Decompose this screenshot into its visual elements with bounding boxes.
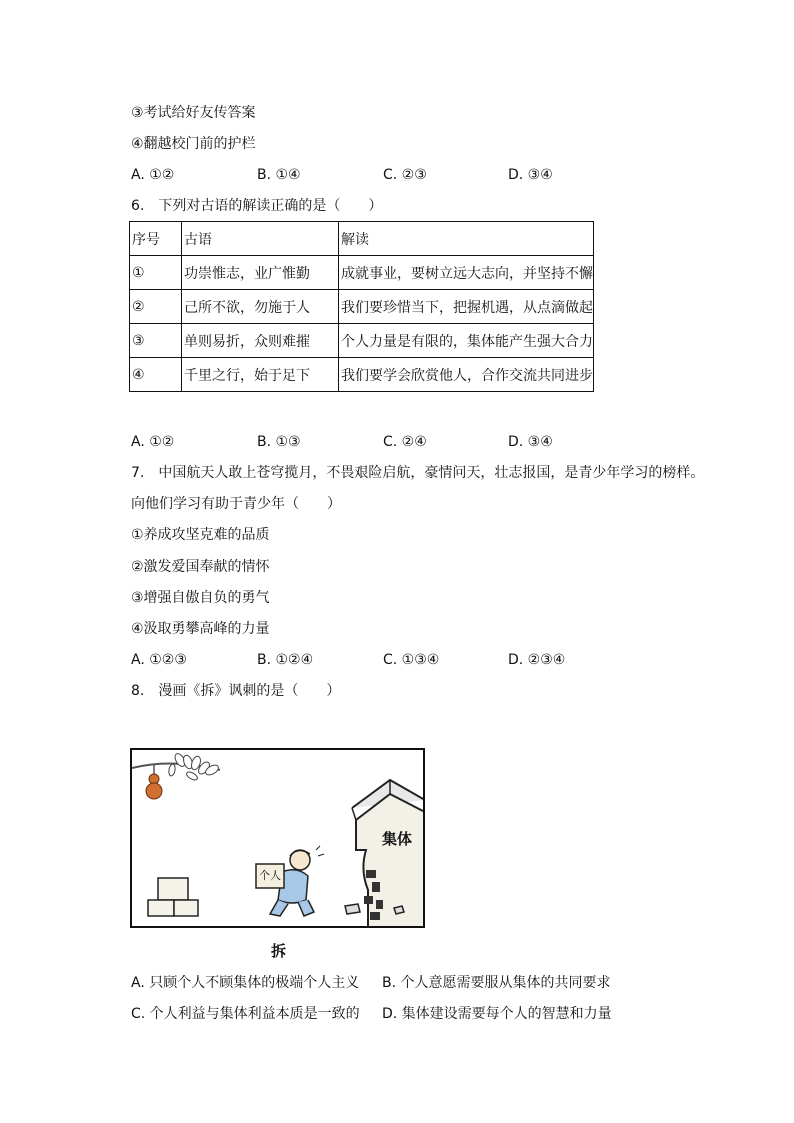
q5-option-c[interactable]: C. ②③ [383,167,427,183]
table-cell: 个人力量是有限的，集体能产生强大合力 [339,324,594,358]
table-row [130,290,594,324]
q6-option-c[interactable]: C. ②④ [383,434,427,450]
q6-question: 6. 下列对古语的解读正确的是（ ） [131,198,383,214]
box-label: 个人 [259,869,281,882]
q7-options [131,650,731,670]
q7-option-a[interactable]: A. ①②③ [131,652,187,668]
q7-item-1: ①养成攻坚克难的品质 [131,527,270,543]
q6-table [129,221,594,392]
table-row [130,358,594,392]
table-cell: 千里之行，始于足下 [182,358,339,392]
table-header-cell: 序号 [130,222,182,256]
table-cell: ① [130,256,182,290]
q8-option-c[interactable]: C. 个人利益与集体利益本质是一致的 [131,1006,360,1022]
table-cell: 我们要珍惜当下，把握机遇，从点滴做起 [339,290,594,324]
table-header-row [130,222,594,256]
table-cell: 己所不欲，勿施于人 [182,290,339,324]
q5-item-4: ④翻越校门前的护栏 [131,136,256,152]
q8-question: 8. 漫画《拆》讽刺的是（ ） [131,683,341,699]
table-header-cell: 古语 [182,222,339,256]
q5-option-a[interactable]: A. ①② [131,167,175,183]
comic-drawing [132,750,423,926]
q5-options [131,165,731,185]
leaves-icon [168,752,220,782]
q8-options-row-1 [131,973,731,993]
table-row [130,324,594,358]
table-cell: 我们要学会欣赏他人，合作交流共同进步 [339,358,594,392]
brick-stack-icon [148,878,198,916]
comic-caption: 拆 [271,942,287,960]
gourd-icon [146,764,162,799]
q7-option-c[interactable]: C. ①③④ [383,652,440,668]
q8-options-row-2 [131,1004,731,1024]
q7-item-4: ④汲取勇攀高峰的力量 [131,621,270,637]
q6-option-a[interactable]: A. ①② [131,434,175,450]
q8-option-a[interactable]: A. 只顾个人不顾集体的极端个人主义 [131,975,360,991]
table-row [130,256,594,290]
q7-item-3: ③增强自傲自负的勇气 [131,590,270,606]
table-cell: ④ [130,358,182,392]
q5-option-b[interactable]: B. ①④ [257,167,301,183]
table-cell: 成就事业，要树立远大志向，并坚持不懈 [339,256,594,290]
q7-option-d[interactable]: D. ②③④ [508,652,566,668]
q7-option-b[interactable]: B. ①②④ [257,652,314,668]
q6-options [131,432,731,452]
table-header-cell: 解读 [339,222,594,256]
table-cell: 功崇惟志，业广惟勤 [182,256,339,290]
q5-option-d[interactable]: D. ③④ [508,167,553,183]
house-label: 集体 [382,830,413,848]
q8-option-b[interactable]: B. 个人意愿需要服从集体的共同要求 [382,975,611,991]
comic-illustration [130,748,425,928]
q7-item-2: ②激发爱国奉献的情怀 [131,559,270,575]
q6-option-d[interactable]: D. ③④ [508,434,553,450]
q8-option-d[interactable]: D. 集体建设需要每个人的智慧和力量 [382,1006,612,1022]
table-cell: ② [130,290,182,324]
q6-option-b[interactable]: B. ①③ [257,434,301,450]
q7-question-line-2: 向他们学习有助于青少年（ ） [131,496,341,512]
q7-question-line-1: 7. 中国航天人敢上苍穹揽月，不畏艰险启航，豪情问天，壮志报国，是青少年学习的榜样。 [131,465,705,481]
table-cell: 单则易折，众则难摧 [182,324,339,358]
house-icon [352,780,423,926]
q5-item-3: ③考试给好友传答案 [131,105,256,121]
table-cell: ③ [130,324,182,358]
